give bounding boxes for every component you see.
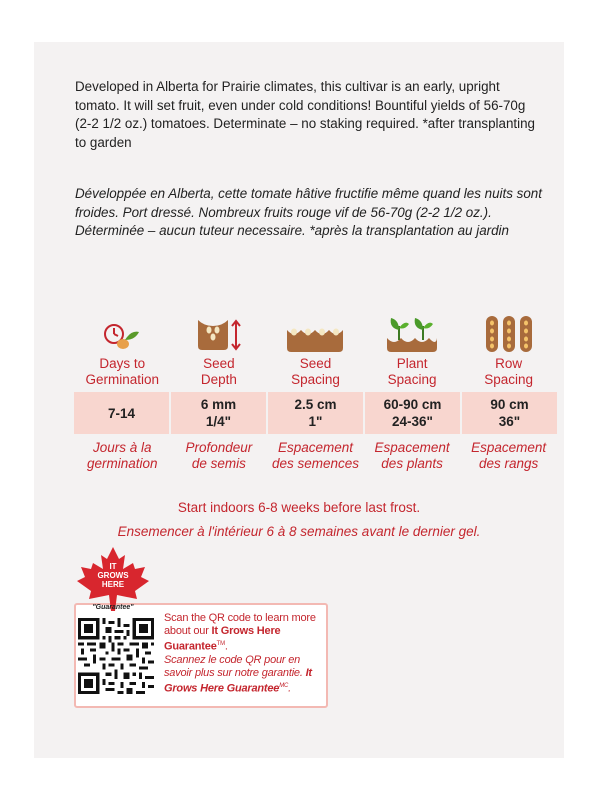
guarantee-name-en: It Grows Here Guarantee [164, 625, 281, 653]
value-days-to-germination: 7-14 [74, 392, 169, 434]
row-spacing-icon [484, 316, 534, 352]
description-french: Développée en Alberta, cette tomate hâtive fructifie même quand les nuits sont froides. Port dressé. Nombreux fruits rouge vif de 56-70g (2-2 1/2 oz.). Déterminée – aucun tuteur necessaire. *après la transplantation au jardin [75, 186, 542, 239]
seed-spacing-icon [285, 326, 345, 352]
description-english: Developed in Alberta for Prairie climates, this cultivar is an early, upright tomato. It will set fruit, even under cold conditions! Bountiful yields of 56-70g (2-2 1/2 oz.) tomatoes. Determinate – no staking required. *after transplanting to garden [75, 79, 535, 150]
start-indoors-english: Start indoors 6-8 weeks before last frost. [177, 500, 421, 515]
clock-sprout-icon [101, 322, 143, 352]
badge-line-1: IT [109, 562, 117, 571]
value-seed-depth: 6 mm 1/4" [171, 392, 266, 434]
value-seed-spacing: 2.5 cm 1" [268, 392, 363, 434]
badge-guarantee: "Guarantee" [92, 604, 134, 611]
fr-label-depth: Profondeur de semis [185, 440, 253, 471]
qr-code[interactable] [78, 618, 154, 694]
fr-label-germination: Jours à la germination [87, 440, 158, 471]
qr-description: Scan the QR code to learn more about our It Grows Here Guarantee™. Scannez le code QR pour en savoir plus sur notre garantie. It Grows Here Guarantee$^{MC}$. [164, 612, 316, 695]
badge-line-3: HERE [101, 580, 125, 589]
label-row-spacing: Row Spacing [484, 356, 534, 387]
label-plant-spacing: Plant Spacing [387, 356, 437, 387]
fr-label-row-spacing: Espacement des rangs [471, 440, 547, 471]
value-row [74, 392, 557, 434]
maple-leaf-badge [73, 545, 153, 615]
badge-line-2: GROWS [97, 571, 129, 580]
label-seed-spacing: Seed Spacing [291, 356, 340, 387]
value-plant-spacing: 60-90 cm 24-36" [365, 392, 460, 434]
value-row-spacing: 90 cm 36" [462, 392, 557, 434]
icon-row [74, 308, 557, 352]
planting-info-table [74, 308, 557, 472]
fr-label-seed-spacing: Espacement des semences [271, 440, 359, 471]
plant-spacing-icon [385, 314, 439, 352]
label-days-to-germination: Days to Germination [85, 356, 160, 387]
guarantee-name-fr: It Grows Here Guarantee [164, 666, 312, 695]
fr-label-plant-spacing: Espacement des plants [374, 440, 450, 471]
start-indoors-french: Ensemencer à l'intérieur 6 à 8 semaines avant le dernier gel. [117, 524, 481, 539]
label-seed-depth: Seed Depth [200, 356, 237, 387]
seed-depth-icon [194, 318, 244, 352]
label-row-french [74, 440, 557, 472]
label-row-english [74, 356, 557, 388]
